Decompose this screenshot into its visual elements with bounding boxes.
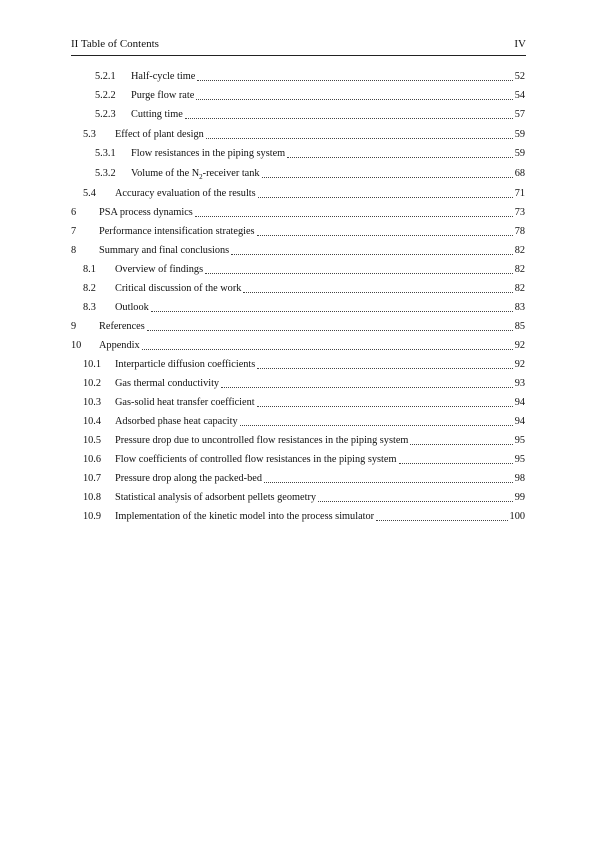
header-section-title: II Table of Contents	[71, 38, 159, 50]
toc-entry[interactable]	[95, 147, 525, 161]
toc-entry-number: 6	[71, 207, 77, 218]
toc-entry-page: 94	[514, 397, 525, 408]
toc-entry-title-subscript: 2	[199, 173, 203, 182]
toc-entry[interactable]	[83, 377, 525, 391]
toc-entry-title: Implementation of the kinetic model into the process simulator	[115, 511, 375, 522]
toc-dot-leader	[257, 368, 512, 369]
toc-entry-title: Gas-solid heat transfer coefficient	[115, 397, 255, 408]
toc-entry[interactable]	[83, 263, 525, 277]
toc-entry[interactable]	[71, 339, 525, 353]
toc-entry-page: 82	[514, 245, 525, 256]
toc-entry[interactable]	[83, 415, 525, 429]
toc-entry-number: 5.4	[83, 188, 96, 199]
toc-entry-page: 57	[514, 109, 525, 120]
toc-entry-page: 59	[514, 148, 525, 159]
toc-entry-number: 10.3	[83, 397, 102, 408]
toc-entry[interactable]	[83, 187, 525, 201]
toc-entry-number: 5.3	[83, 129, 96, 140]
toc-dot-leader	[257, 235, 513, 236]
toc-entry-page: 78	[514, 226, 525, 237]
toc-entry-page: 54	[514, 90, 525, 101]
toc-entry-page: 100	[509, 511, 525, 522]
toc-entry-number: 10.1	[83, 359, 102, 370]
toc-entry-title: Accuracy evaluation of the results	[115, 188, 256, 199]
toc-entry-title: PSA process dynamics	[99, 207, 193, 218]
toc-entry-page: 99	[514, 492, 525, 503]
header-page-number: IV	[514, 38, 526, 50]
toc-entry[interactable]	[71, 225, 525, 239]
toc-entry[interactable]	[83, 301, 525, 315]
toc-entry-page: 68	[514, 168, 525, 179]
toc-dot-leader	[197, 80, 512, 81]
toc-entry-title: Flow resistances in the piping system	[131, 148, 286, 159]
toc-entry[interactable]	[71, 206, 525, 220]
toc-dot-leader	[147, 330, 513, 331]
toc-entry-number: 5.2.3	[95, 109, 116, 120]
toc-entry-number: 10.4	[83, 416, 102, 427]
toc-entry-title: Summary and final conclusions	[99, 245, 230, 256]
toc-entry-number: 8	[71, 245, 77, 256]
toc-entry-title	[131, 167, 260, 181]
toc-entry-title: Overview of findings	[115, 264, 204, 275]
toc-entry-number: 10	[71, 340, 82, 351]
toc-entry-page: 95	[514, 454, 525, 465]
toc-entry-title: Appendix	[99, 340, 140, 351]
toc-entry-number: 7	[71, 226, 77, 237]
page-header	[71, 37, 526, 51]
toc-entry-title-part: -receiver tank	[202, 168, 260, 179]
toc-entry-title-part: Volume of the N	[131, 168, 200, 179]
toc-entry-title: Effect of plant design	[115, 129, 204, 140]
toc-entry-page: 85	[514, 321, 525, 332]
toc-entry-page: 59	[514, 129, 525, 140]
toc-entry[interactable]	[71, 320, 525, 334]
toc-dot-leader	[142, 349, 513, 350]
toc-dot-leader	[185, 118, 513, 119]
toc-entry-page: 73	[514, 207, 525, 218]
toc-dot-leader	[262, 177, 513, 178]
toc-entry[interactable]	[83, 453, 525, 467]
toc-entry[interactable]	[83, 128, 525, 142]
toc-entry-title: Pressure drop due to uncontrolled flow resistances in the piping system	[115, 435, 409, 446]
toc-entry-number: 5.3.1	[95, 148, 116, 159]
toc-entry-title: Critical discussion of the work	[115, 283, 242, 294]
toc-entry-number: 8.3	[83, 302, 96, 313]
toc-dot-leader	[221, 387, 513, 388]
toc-dot-leader	[151, 311, 513, 312]
toc-entry-title: Purge flow rate	[131, 90, 195, 101]
toc-entry-title: References	[99, 321, 145, 332]
toc-entry-number: 9	[71, 321, 77, 332]
toc-entry-number: 10.7	[83, 473, 102, 484]
toc-dot-leader	[243, 292, 512, 293]
toc-entry-page: 52	[514, 71, 525, 82]
toc-entry[interactable]	[83, 358, 525, 372]
toc-entry-number: 5.3.2	[95, 168, 116, 179]
toc-entry-page: 93	[514, 378, 525, 389]
toc-dot-leader	[240, 425, 513, 426]
toc-entry-page: 94	[514, 416, 525, 427]
toc-dot-leader	[195, 216, 513, 217]
toc-entry-title: Flow coefficients of controlled flow resistances in the piping system	[115, 454, 397, 465]
toc-entry[interactable]	[95, 89, 525, 103]
toc-entry-title: Performance intensification strategies	[99, 226, 255, 237]
toc-entry-number: 5.2.2	[95, 90, 116, 101]
toc-entry-page: 83	[514, 302, 525, 313]
toc-entry-page: 71	[514, 188, 525, 199]
toc-entry[interactable]	[95, 70, 525, 84]
toc-dot-leader	[287, 157, 513, 158]
toc-entry-page: 82	[514, 283, 525, 294]
toc-entry-page: 82	[514, 264, 525, 275]
toc-entry-number: 8.1	[83, 264, 96, 275]
toc-entry-number: 10.5	[83, 435, 102, 446]
toc-entry[interactable]	[83, 282, 525, 296]
toc-dot-leader	[196, 99, 512, 100]
toc-dot-leader	[205, 273, 513, 274]
toc-entry-number: 10.2	[83, 378, 102, 389]
toc-entry[interactable]	[83, 510, 525, 524]
toc-entry[interactable]	[83, 434, 525, 448]
toc-entry-title: Adsorbed phase heat capacity	[115, 416, 238, 427]
toc-dot-leader	[264, 482, 513, 483]
toc-entry[interactable]	[83, 396, 525, 410]
toc-entry-number: 8.2	[83, 283, 96, 294]
header-rule	[71, 55, 526, 56]
toc-dot-leader	[376, 520, 507, 521]
toc-entry-page: 98	[514, 473, 525, 484]
toc-entry-number: 10.9	[83, 511, 102, 522]
toc-entry-page: 92	[514, 359, 525, 370]
toc-entry-number: 5.2.1	[95, 71, 116, 82]
toc-dot-leader	[206, 138, 513, 139]
toc-entry-page: 92	[514, 340, 525, 351]
toc-entry-title: Pressure drop along the packed-bed	[115, 473, 262, 484]
toc-dot-leader	[318, 501, 513, 502]
toc-entry-title: Half-cycle time	[131, 71, 196, 82]
toc-dot-leader	[410, 444, 512, 445]
toc-entry-title: Outlook	[115, 302, 149, 313]
toc-entry-title: Statistical analysis of adsorbent pellets geometry	[115, 492, 317, 503]
toc-entry[interactable]	[71, 244, 525, 258]
toc-entry-number: 10.6	[83, 454, 102, 465]
toc-entry[interactable]	[83, 491, 525, 505]
toc-entry-title: Gas thermal conductivity	[115, 378, 220, 389]
toc-entry[interactable]	[95, 167, 525, 181]
toc-entry-number: 10.8	[83, 492, 102, 503]
toc-entry-title: Cutting time	[131, 109, 183, 120]
toc-entry[interactable]	[83, 472, 525, 486]
toc-entry-title: Interparticle diffusion coefficients	[115, 359, 256, 370]
toc-dot-leader	[258, 197, 513, 198]
toc-entry[interactable]	[95, 108, 525, 122]
toc-dot-leader	[231, 254, 513, 255]
toc-dot-leader	[257, 406, 513, 407]
toc-entry-page: 95	[514, 435, 525, 446]
toc-dot-leader	[399, 463, 513, 464]
